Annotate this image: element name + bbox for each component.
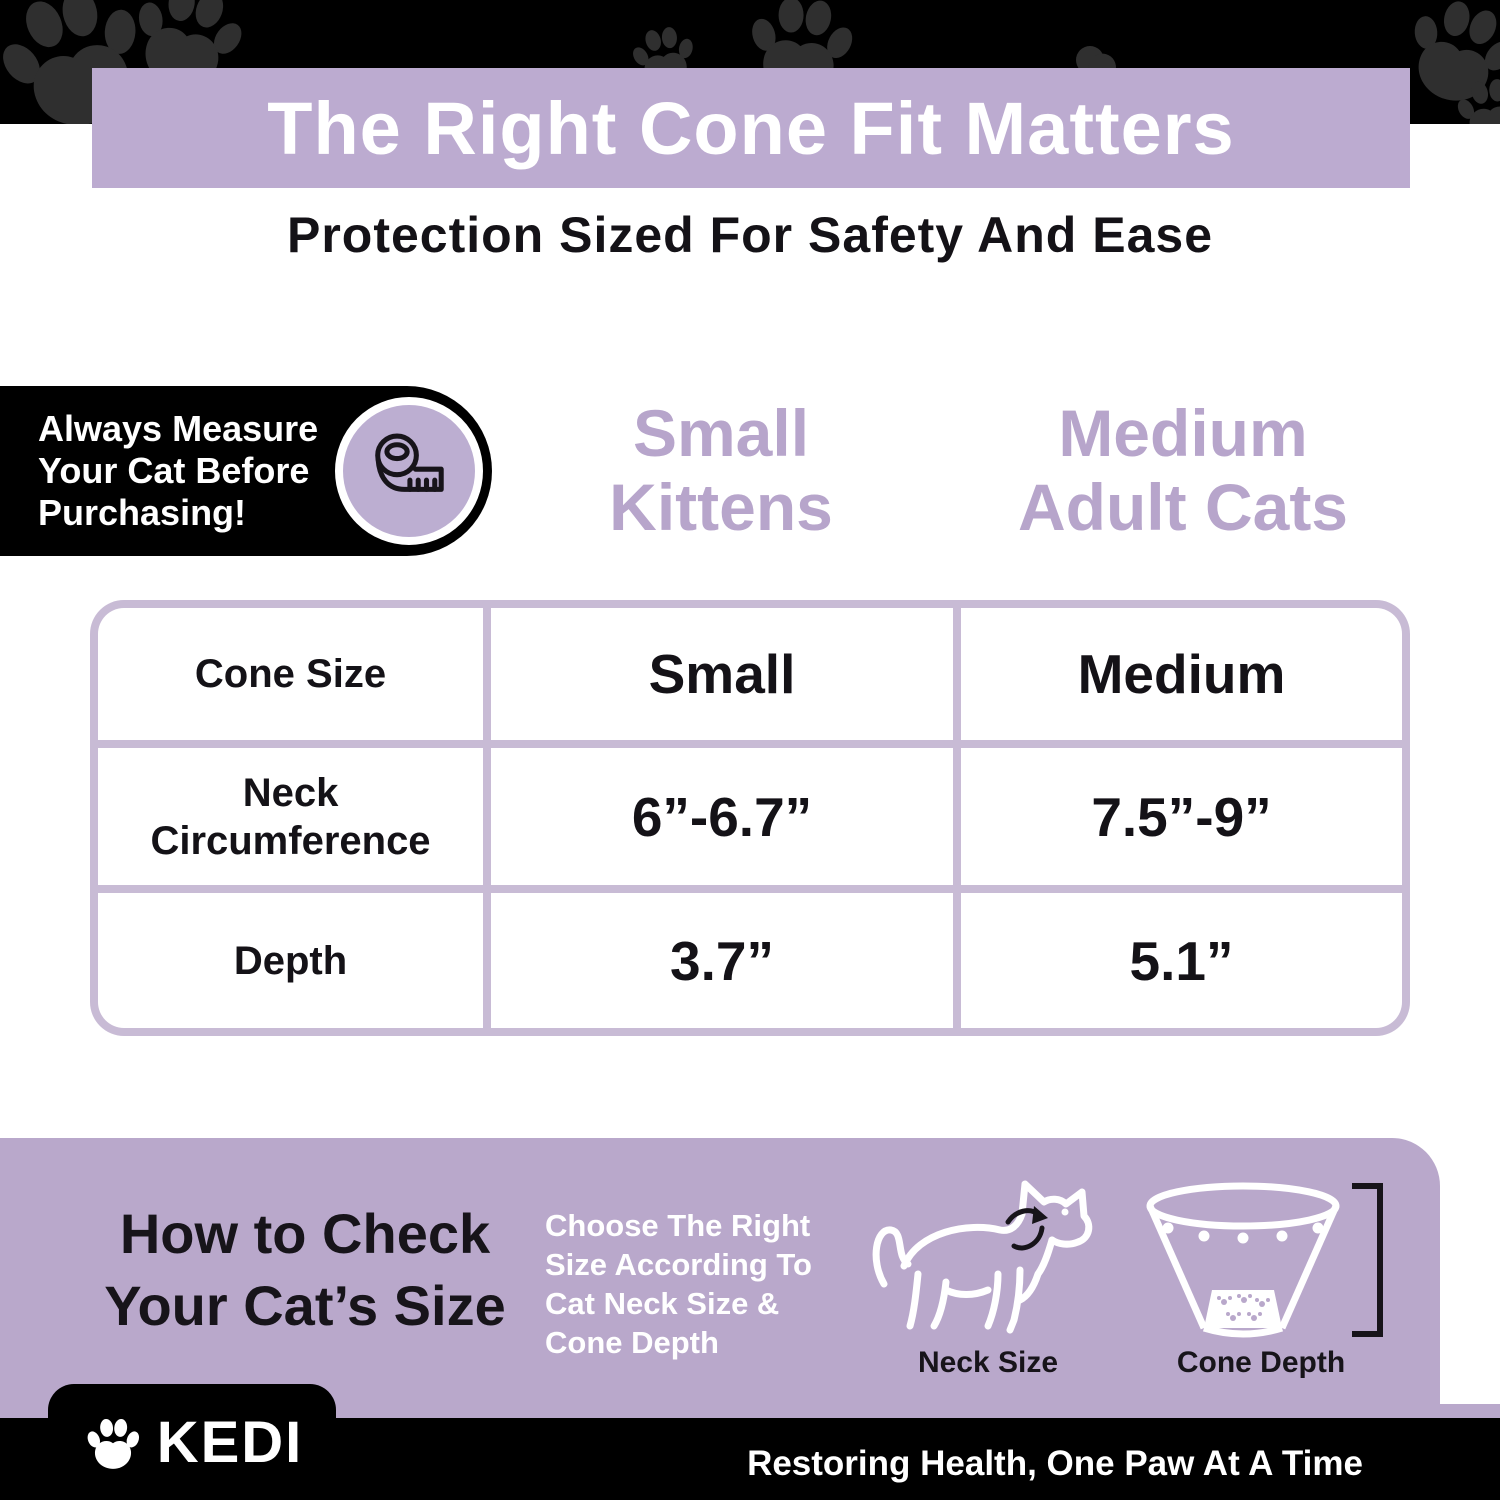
table-row-label-neck-circumference bbox=[98, 748, 483, 885]
size-header-small bbox=[486, 396, 956, 544]
how-to-desc-line4: Cone Depth bbox=[545, 1325, 719, 1360]
table-row-label-depth: Depth bbox=[98, 893, 483, 1028]
table-cell-cone-size-small: Small bbox=[491, 608, 953, 740]
table-cell-neck-medium: 7.5”-9” bbox=[961, 748, 1402, 885]
neck-size-label: Neck Size bbox=[917, 1346, 1059, 1379]
how-to-panel-strip bbox=[1380, 1404, 1500, 1418]
page-subtitle: Protection Sized For Safety And Ease bbox=[286, 207, 1213, 263]
brand-paw-icon bbox=[81, 1410, 145, 1474]
how-to-title-line1: How to Check bbox=[119, 1202, 491, 1265]
size-table bbox=[90, 600, 1410, 1036]
measure-emphasis: Always bbox=[38, 408, 163, 449]
how-to-desc-line2: Size According To bbox=[545, 1247, 812, 1282]
size-header-medium bbox=[955, 396, 1411, 544]
measure-reminder-text bbox=[38, 408, 318, 534]
cat-outline-icon bbox=[868, 1170, 1108, 1346]
how-to-title-line2: Your Cat’s Size bbox=[104, 1274, 506, 1337]
table-row-label-cone-size: Cone Size bbox=[98, 608, 483, 740]
how-to-description bbox=[545, 1206, 885, 1362]
table-cell-cone-size-medium: Medium bbox=[961, 608, 1402, 740]
measure-line-1 bbox=[38, 408, 318, 450]
brand-badge bbox=[48, 1384, 336, 1500]
neck-label-line1: Neck bbox=[242, 770, 339, 815]
how-to-desc-line3: Cat Neck Size & bbox=[545, 1286, 780, 1321]
cone-outline-icon bbox=[1140, 1176, 1400, 1348]
title-bar bbox=[92, 68, 1410, 188]
size-header-small-line1: Small bbox=[632, 396, 810, 470]
table-cell-depth-medium: 5.1” bbox=[961, 893, 1402, 1028]
table-cell-depth-small: 3.7” bbox=[491, 893, 953, 1028]
measure-reminder-badge bbox=[0, 386, 492, 556]
table-cell-neck-small: 6”-6.7” bbox=[491, 748, 953, 885]
measure-line-2: Your Cat Before bbox=[38, 450, 310, 491]
cone-depth-label: Cone Depth bbox=[1176, 1346, 1346, 1379]
page-title: The Right Cone Fit Matters bbox=[267, 86, 1235, 170]
size-header-medium-line2: Adult Cats bbox=[1018, 470, 1348, 544]
depth-bracket-icon bbox=[1352, 1186, 1380, 1334]
measure-line-1-rest: Measure bbox=[162, 408, 319, 449]
brand-name: KEDI bbox=[156, 1409, 304, 1475]
size-header-medium-line1: Medium bbox=[1058, 396, 1308, 470]
measure-line-3: Purchasing! bbox=[38, 492, 247, 533]
footer-tagline: Restoring Health, One Paw At A Time bbox=[747, 1444, 1363, 1483]
how-to-title bbox=[70, 1198, 540, 1342]
measuring-tape-icon bbox=[363, 425, 455, 517]
size-header-small-line2: Kittens bbox=[609, 470, 833, 544]
measuring-tape-icon-circle bbox=[335, 397, 483, 545]
how-to-desc-line1: Choose The Right bbox=[545, 1208, 811, 1243]
neck-label-line2: Circumference bbox=[150, 818, 431, 863]
